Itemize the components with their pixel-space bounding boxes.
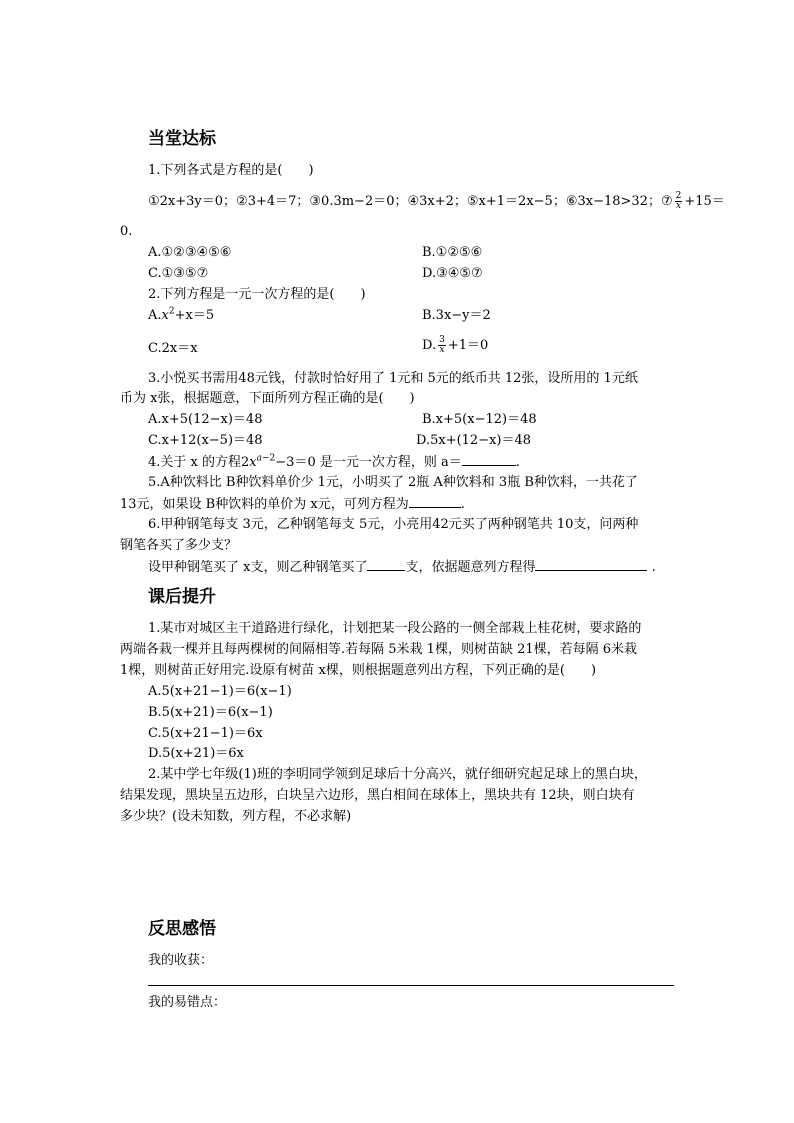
q1-items bbox=[148, 192, 725, 211]
p1-option-a: A.5(x+21−1)＝6(x−1) bbox=[148, 684, 292, 699]
q6-count-blank bbox=[367, 558, 405, 571]
reflection-writing-line bbox=[148, 985, 674, 986]
q1-items-end: 0. bbox=[120, 224, 133, 239]
q3-line-2: 币为 x张，根据题意，下面所列方程正确的是( ) bbox=[120, 391, 415, 406]
p1-line-2: 两端各栽一棵并且每两棵树的间隔相等.若每隔 5米栽 1棵，则树苗缺 21棵，若每隔 6米栽 bbox=[120, 642, 638, 657]
q2-option-b: B.3x−y＝2 bbox=[422, 308, 491, 323]
q4-answer-blank bbox=[462, 453, 516, 466]
section-heading-reflection: 反思感悟 bbox=[148, 919, 216, 939]
p1-option-b: B.5(x+21)＝6(x−1) bbox=[148, 705, 273, 720]
q1-option-a: A.①②③④⑤⑥ bbox=[148, 245, 232, 260]
section-heading-practice: 当堂达标 bbox=[148, 129, 216, 149]
q6-line-2: 钢笔各买了多少支？ bbox=[120, 538, 238, 553]
q1-option-d: D.③④⑤⑦ bbox=[422, 266, 483, 281]
q2-d-fraction: $\frac{3}{x}$ bbox=[439, 335, 445, 355]
q6-equation-blank bbox=[535, 558, 647, 571]
p1-option-d: D.5(x+21)＝6x bbox=[148, 746, 244, 761]
q2-stem: 2.下列方程是一元一次方程的是( ) bbox=[148, 287, 366, 302]
q3-option-d: D.5x+(12−x)＝48 bbox=[416, 433, 532, 448]
q6-line-1: 6.甲种钢笔每支 3元，乙种钢笔每支 5元，小亮用42元买了两种钢笔共 10支，问两种 bbox=[148, 517, 639, 532]
p2-line-1: 2.某中学七年级(1)班的李明同学领到足球后十分高兴，就仔细研究起足球上的黑白块， bbox=[148, 767, 647, 782]
reflection-mistake-label: 我的易错点： bbox=[148, 995, 227, 1010]
p2-line-3: 多少块？(设未知数，列方程，不必求解) bbox=[120, 809, 352, 824]
q5-line-2: 13元，如果设 B种饮料的单价为 x元，可列方程为 . bbox=[120, 497, 465, 512]
q2-option-a: $A.x^2+x=5$ bbox=[148, 306, 215, 323]
q3-option-c: C.x+12(x−5)＝48 bbox=[148, 433, 263, 448]
q3-line-1: 3.小悦买书需用48元钱，付款时恰好用了 1元和 5元的纸币共 12张，设所用的 1元纸 bbox=[148, 371, 638, 386]
q5-line-1: 5.A种饮料比 B种饮料单价少 1元，小明买了 2瓶 A种饮料和 3瓶 B种饮料，一共花了 bbox=[148, 475, 638, 490]
q1-option-c: C.①③⑤⑦ bbox=[148, 266, 209, 281]
q1-option-b: B.①②⑤⑥ bbox=[422, 245, 483, 260]
q1-items-tail: +15＝ bbox=[684, 194, 725, 209]
q5-answer-blank bbox=[409, 495, 461, 508]
q3-option-b: B.x+5(x−12)＝48 bbox=[422, 412, 537, 427]
q3-option-a: A.x+5(12−x)＝48 bbox=[148, 412, 263, 427]
q1-stem: 1.下列各式是方程的是( ) bbox=[148, 163, 314, 178]
p1-option-c: C.5(x+21−1)＝6x bbox=[148, 726, 263, 741]
q2-option-c: C.2x＝x bbox=[148, 341, 198, 356]
q2-option-d: D. $\frac{3}{x}$ +1＝0 bbox=[422, 335, 489, 355]
p1-line-3: 1棵，则树苗正好用完.设原有树苗 x棵，则根据题意列出方程，下列正确的是( ) bbox=[120, 663, 597, 678]
q1-items-text: ①2x+3y＝0；②3+4＝7；③0.3m−2＝0；④3x+2；⑤x+1＝2x−5；⑥3x−18>32；⑦ bbox=[148, 194, 673, 209]
q4-line: 4.关于 x 的方程$2x^{a-2}-3=0$ 是一元一次方程，则 a＝ . bbox=[148, 453, 520, 470]
p2-line-2: 结果发现，黑块呈五边形，白块呈六边形，黑白相间在球体上，黑块共有 12块，则白块有 bbox=[120, 788, 635, 803]
q1-fraction: $\frac{2}{x}$ bbox=[675, 191, 682, 211]
section-heading-extension: 课后提升 bbox=[148, 587, 216, 607]
reflection-gain-label: 我的收获： bbox=[148, 953, 214, 968]
p1-line-1: 1.某市对城区主干道路进行绿化，计划把某一段公路的一侧全部栽上桂花树，要求路的 bbox=[148, 621, 642, 636]
q6-line-3: 设甲种钢笔买了 x支，则乙种钢笔买了 支，依据题意列方程得 . bbox=[148, 560, 656, 575]
